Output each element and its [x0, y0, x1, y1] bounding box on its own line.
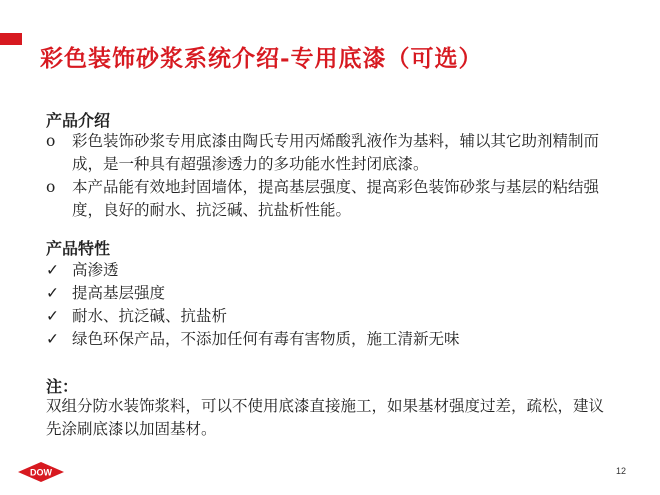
checkmark-icon: ✓ — [46, 307, 59, 325]
circle-bullet-icon: o — [46, 132, 56, 150]
checkmark-icon: ✓ — [46, 330, 59, 348]
features-list — [46, 259, 616, 351]
feature-item-text: 提高基层强度 — [72, 284, 166, 302]
feature-item-text: 耐水、抗泛碱、抗盐析 — [72, 307, 228, 325]
note-text: 双组分防水装饰浆料，可以不使用底漆直接施工，如果基材强度过差，疏松，建议先涂刷底漆以加固基材。 — [46, 397, 605, 438]
circle-bullet-icon: o — [46, 178, 56, 196]
intro-item-text: 本产品能有效地封固墙体，提高基层强度、提高彩色装饰砂浆与基层的粘结强度，良好的耐水、抗泛碱、抗盐析性能。 — [72, 178, 600, 219]
title-accent-bar — [0, 33, 22, 45]
list-item — [46, 305, 616, 328]
logo-text: DOW — [30, 467, 52, 478]
note-heading: 注： — [46, 377, 79, 396]
list-item — [46, 130, 616, 176]
feature-item-text: 绿色环保产品，不添加任何有毒有害物质，施工清新无味 — [72, 330, 460, 348]
slide-title: 彩色装饰砂浆系统介绍-专用底漆（可选） — [40, 45, 483, 72]
list-item — [46, 259, 616, 282]
checkmark-icon: ✓ — [46, 284, 59, 302]
page-number: 12 — [615, 466, 626, 476]
list-item — [46, 282, 616, 305]
list-item — [46, 328, 616, 351]
dow-diamond-logo-icon — [18, 462, 64, 486]
checkmark-icon: ✓ — [46, 261, 59, 279]
intro-item-text: 彩色装饰砂浆专用底漆由陶氏专用丙烯酸乳液作为基料，辅以其它助剂精制而成，是一种具有超强渗透力的多功能水性封闭底漆。 — [72, 132, 600, 173]
list-item — [46, 176, 616, 222]
intro-list — [46, 130, 616, 222]
intro-heading: 产品介绍 — [46, 111, 111, 130]
feature-item-text: 高渗透 — [72, 261, 119, 279]
features-heading: 产品特性 — [46, 239, 111, 258]
